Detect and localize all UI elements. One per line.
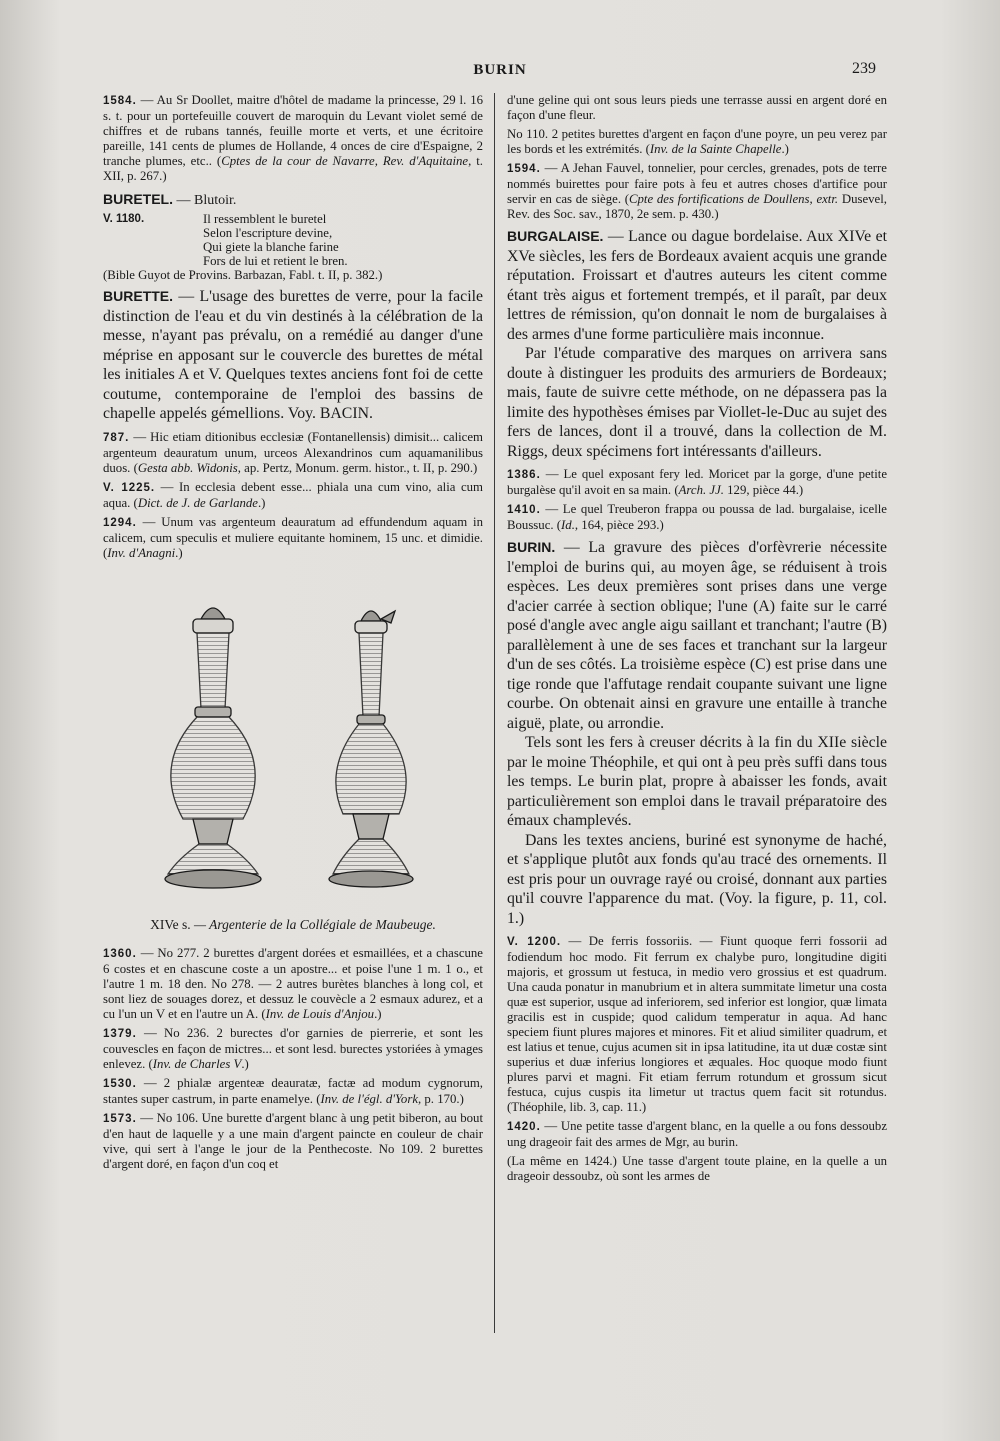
entry-1584: 1584. — Au Sr Doollet, maitre d'hôtel de madame la princesse, 29 l. 16 s. t. pour un portefeuille couvert de maroquin du Levant violet semé de chiffres et de rubans tannés, feuille morte et verts, et une écritoire pareille, 141 cents de plumes de Hollande, 4 onces de cire d'Espaigne, 2 tranche plumes, etc.. (Cptes de la cour de Navarre, Rev. d'Aquitaine, t. XII, p. 267.) bbox=[103, 93, 483, 183]
entry-1594: 1594. — A Jehan Fauvel, tonnelier, pour cercles, grenades, pots de terre nommés buirettes pour faire pots à feu et autres choses d'artifice pour servir en cas de siège. (Cpte des fortifications de Doullens, extr. Dusevel, Rev. des Soc. sav., 1870, 2e sem. p. 430.) bbox=[507, 161, 887, 221]
page-number: 239 bbox=[852, 60, 876, 77]
entry-1573: 1573. — No 106. Une burette d'argent blanc à ung petit biberon, au bout d'en haut de laquelle y a une main d'argent paincte en couleur de chair vive, qui sert à l'ange le jour de la Penthecoste. No 109. 2 burettes d'argent doré, en façon d'un coq et bbox=[103, 1110, 483, 1171]
entry-1294: 1294. — Unum vas argenteum deauratum ad effundendum aquam in calicem, cum speculis et muliere equitante hominem, 15 unc. et dimidie. (Inv. d'Anagni.) bbox=[103, 514, 483, 560]
entry-1200: V. 1200. — De ferris fossoriis. — Fiunt quoque ferri fossorii ad fodiendum hoc modo. Fit ferrum ex chalybe puro, longitudine digiti majoris, et grossum ut festuca, in medio vero grossius et est quadrum. Una cauda ponatur in manubrium et in altera summitate limetur una costa quæ est superior, usque ad inferiorem, sed inferior est longior, quæ limata gracilis est in cuspide; quod calidum temperatur in aqua. Ad hanc speciem fiunt plures majores et minores. Fit et aliud similiter quadrum, et est latius et tenue, cujus acumen sit in ipsa latitudine, ita ut duæ costæ sint superius et duæ inferius longiores et æquales. Hoc quoque modo fiunt plures parvi et magni. Fit etiam ferrum rotundum et grossum sicut festuca, cujus cuspis ita limetur ut tractus quem facit sit rotundus. (Théophile, lib. 3, cap. 11.) bbox=[507, 934, 887, 1114]
burette-left bbox=[165, 608, 261, 888]
entry-1420: 1420. — Une petite tasse d'argent blanc, en la quelle a ou fons dessoubz ung drageoir fait des armes de Mgr, au burin. bbox=[507, 1119, 887, 1149]
entry-1530: 1530. — 2 phialæ argenteæ deauratæ, factæ ad modum cygnorum, stantes super castrum, in parte enamelye. (Inv. de l'égl. d'York, p. 170.) bbox=[103, 1075, 483, 1106]
right-column bbox=[507, 93, 887, 1188]
burette-right bbox=[329, 611, 413, 887]
entry-1386: 1386. — Le quel exposant fery led. Moricet par la gorge, d'une petite burgalèse qu'il avoit en sa main. (Arch. JJ. 129, pièce 44.) bbox=[507, 467, 887, 497]
entry-continuation: d'une geline qui ont sous leurs pieds une terrasse aussi en argent doré en façon d'une fleur. bbox=[507, 93, 887, 122]
figure-caption: XIVe s. — Argenterie de la Collégiale de Maubeuge. bbox=[150, 916, 436, 932]
running-head: BURIN bbox=[473, 62, 527, 78]
entry-1410: 1410. — Le quel Treuberon frappa ou poussa de lad. burgalaise, icelle Boussuc. (Id., 164, pièce 293.) bbox=[507, 502, 887, 532]
column-rule bbox=[494, 93, 495, 1333]
burettes-illustration bbox=[103, 589, 483, 909]
entry-1225: V. 1225. — In ecclesia debent esse... phiala una cum vino, alia cum aqua. (Dict. de J. de Garlande.) bbox=[103, 479, 483, 510]
verse-1180: V. 1180. Il ressemblent le buretel Selon l'escripture devine, Qui giete la blanche farine Fors de lui et retient le bren. (Bible Guyot de Provins. Barbazan, Fabl. t. II, p. 382.) bbox=[103, 212, 383, 282]
entry-buretel: BURETEL. — Blutoir. bbox=[103, 191, 237, 208]
entry-burette: BURETTE. — L'usage des burettes de verre, pour la facile distinction de l'eau et du vin destinés à la célébration de la messe, n'ayant pas prévalu, on a remédié au danger d'une méprise en apposant sur le couvercle des burettes de métal les initiales A et V. Quelques textes anciens font foi de cette coutume, contemporaine de l'emploi des bassins de chapelle appelés gémellions. Voy. BACIN. bbox=[103, 288, 483, 422]
entry-1420-continuation: (La même en 1424.) Une tasse d'argent toute plaine, en la quelle a un drageoir dessoubz, où sont les armes de bbox=[507, 1154, 887, 1183]
entry-1379: 1379. — No 236. 2 burectes d'or garnies de pierrerie, et sont les couvescles en façon de mictres... et sont lesd. burectes ystoriées à ymages enlevez. (Inv. de Charles V.) bbox=[103, 1025, 483, 1071]
entry-787: 787. — Hic etiam ditionibus ecclesiæ (Fontanellensis) dimisit... calicem argenteum deauratum unum, urceos Alexandrinos cum aquamanilibus duos. (Gesta abb. Widonis, ap. Pertz, Monum. germ. histor., t. II, p. 290.) bbox=[103, 429, 483, 475]
burettes-engraving bbox=[123, 589, 463, 909]
entry-burgalaise: BURGALAISE. — Lance ou dague bordelaise. Aux XIVe et XVe siècles, les fers de Bordeaux avaient acquis une grande réputation. Froissart et d'autres auteurs les citent comme étant très aigus et fortement trempés, et il paraît, par deux lettres de rémission, qu'on donnait le nom de burgalaises à des armes d'une forme particulière mais inconnue. Par l'étude comparative des marques on arrivera sans doute à distinguer les produits des armuriers de Bordeaux; mais, faute de suivre cette méthode, on ne dépassera pas la limite des hypothèses émises par Viollet-le-Duc au sujet des fers de lances, dont il a trouvé, dans la collection de M. Riggs, deux spécimens fort intéressants d'ailleurs. bbox=[507, 228, 887, 460]
entry-1360: 1360. — No 277. 2 burettes d'argent dorées et esmaillées, et a chascune 6 costes et en chascune coste a un apostre... et poise l'une 1 m. 1 o., et l'autre 1 m. 18 den. No 278. — 2 autres burètes blanches à long col, et sont liez de souages dorez, et dessuz le couvècle a 2 esmaux adurez, et a cu l'un un V et en l'autre un A. (Inv. de Louis d'Anjou.) bbox=[103, 945, 483, 1021]
entry-burin: BURIN. — La gravure des pièces d'orfèvrerie nécessite l'emploi de burins qui, au moyen âge, se réduisent à trois espèces. Les deux premières sont prises dans une verge d'acier carrée à section oblique; l'une (A) faite sur le carré posé d'angle avec angle aigu saillant et tranchant; l'autre (B) parallèlement à une de ses faces et tranchant sur la largeur d'un de ses côtés. La troisième espèce (C) est prise dans une tige ronde que l'affutage rendait coupante suivant une ligne courbe. On obtenait ainsi en gravure une entaille à tranche aiguë, plate, ou arrondie. Tels sont les fers à creuser décrits à la fin du XIIe siècle par le moine Théophile, et qui ont à peu près suffi dans tous les temps. Le burin plat, propre à abaisser les fonds, avait particulièrement son emploi dans le travail préparatoire des émaux champlevés. Dans les textes anciens, buriné est synonyme de haché, et s'applique plutôt aux fonds qu'au tracé des ornements. Il est pris pour un ouvrage rayé ou croisé, donnant aux parties qu'il couvre l'apparence du mat. (Voy. la figure, p. 11, col. 1.) bbox=[507, 539, 887, 927]
left-column bbox=[103, 93, 483, 1176]
entry-no110: No 110. 2 petites burettes d'argent en façon d'une poyre, un peu verez par les bords et les extrémités. (Inv. de la Sainte Chapelle.) bbox=[507, 127, 887, 156]
